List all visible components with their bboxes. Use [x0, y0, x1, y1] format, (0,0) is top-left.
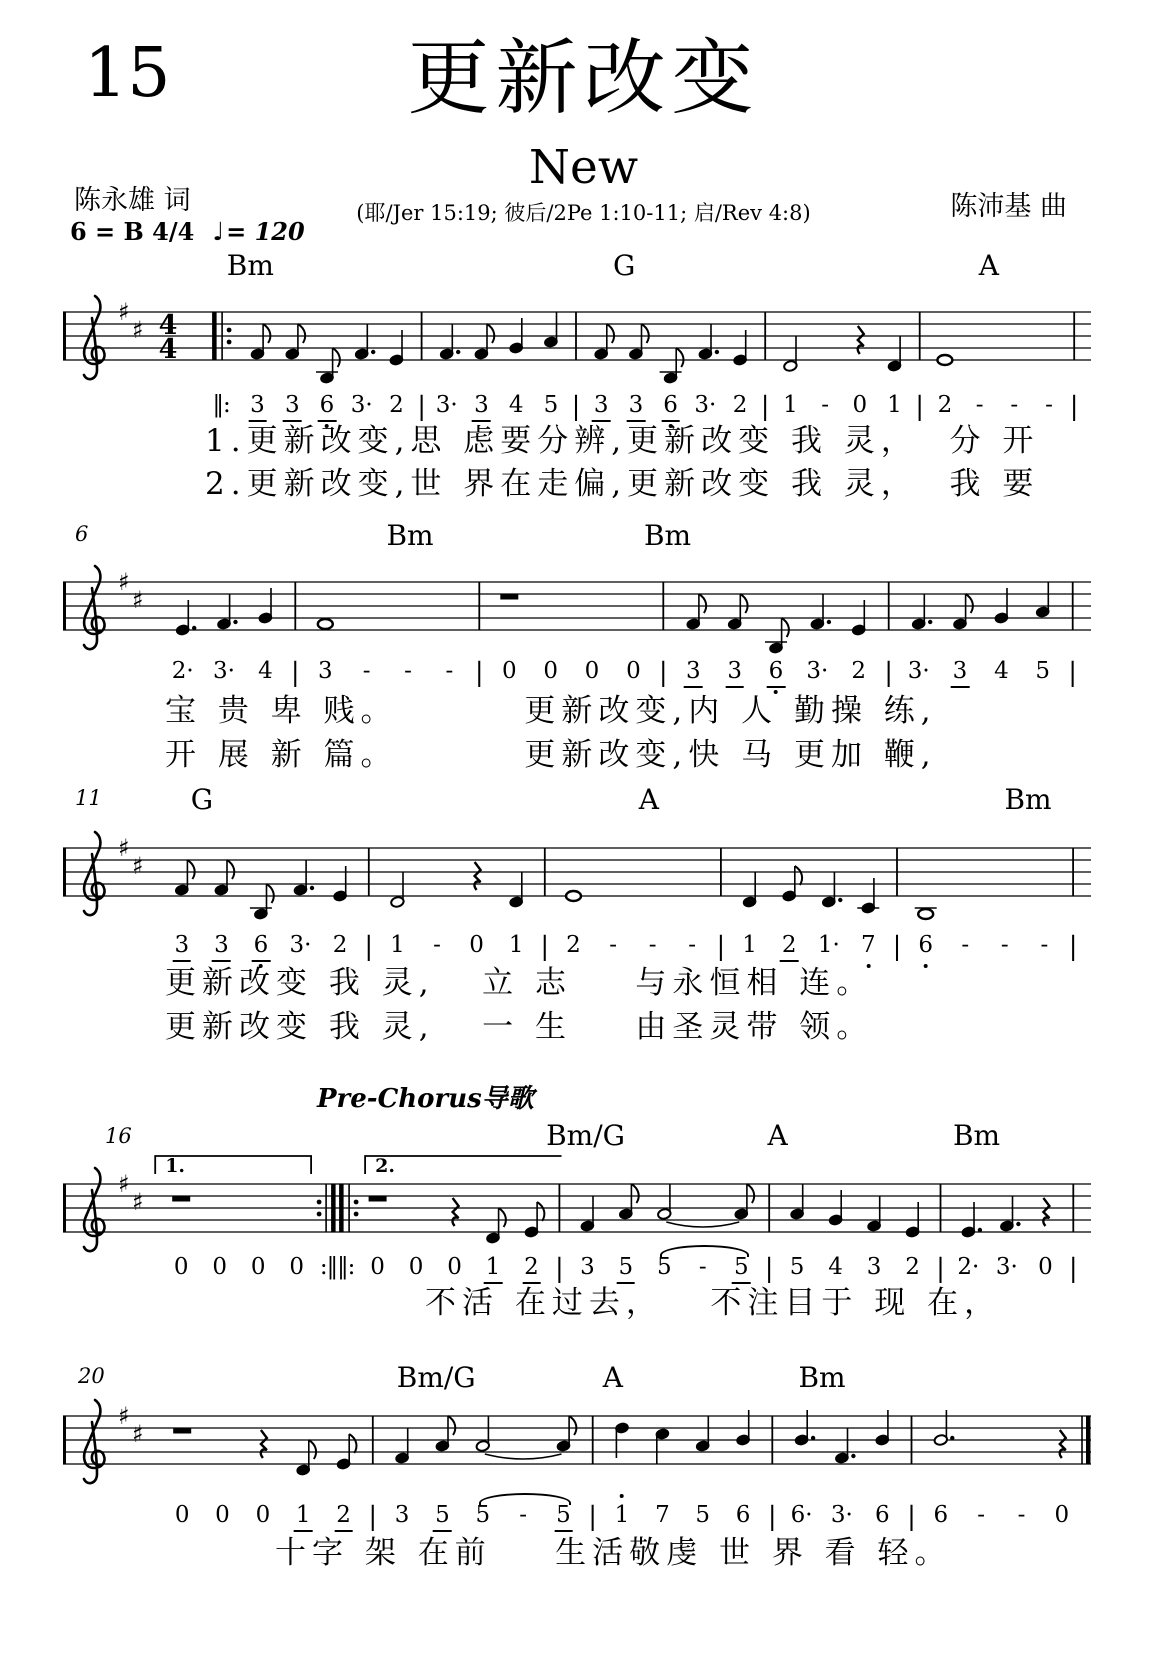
jianpu-token: 1 — [742, 932, 757, 958]
lyric-line: 十字 架 在前 生活敬虔 世 界 看 轻。 — [275, 1535, 952, 1571]
jianpu-token: 0 — [408, 1254, 424, 1280]
jianpu-barline: | — [1068, 1254, 1078, 1284]
jianpu-token: - — [404, 658, 412, 684]
jianpu-token: 3 — [684, 658, 703, 688]
jianpu-token: 0 — [250, 1254, 266, 1280]
jianpu-barline: | — [936, 1254, 945, 1284]
jianpu-barline: | — [1068, 658, 1078, 688]
measure-number: 11 — [75, 786, 102, 810]
lyric-line: 开 展 新 篇。 更新改变,快 马 更加 鞭, — [165, 737, 937, 773]
jianpu-token: 3· — [995, 1254, 1018, 1280]
jianpu-token: - — [1017, 1502, 1026, 1528]
jianpu-line — [62, 658, 1092, 694]
jianpu-token: 3 — [627, 392, 646, 422]
jianpu-token: 5 — [616, 1254, 635, 1284]
jianpu-line — [62, 1502, 1092, 1538]
lyric-line: 不活 在过去， 不注目于 现 在， — [425, 1285, 1002, 1321]
jianpu-token: 2 — [905, 1254, 920, 1280]
jianpu-token: 5 — [1035, 658, 1051, 684]
system-1 — [62, 249, 1092, 552]
svg-text:♯: ♯ — [118, 568, 130, 596]
jianpu-token: 3 — [248, 392, 267, 422]
system-4 — [62, 1086, 1092, 1386]
jianpu-token: 0 — [255, 1502, 271, 1528]
jianpu-token: - — [433, 932, 441, 958]
jianpu-token: 3· — [806, 658, 829, 684]
tempo-marking: = 120 — [226, 217, 305, 246]
svg-text:♯: ♯ — [132, 1420, 144, 1448]
svg-text:♯: ♯ — [132, 316, 144, 344]
jianpu-token: 6 — [252, 932, 271, 962]
lyricist-credit: 陈永雄 词 — [74, 185, 191, 216]
chord-label: A — [602, 1361, 623, 1394]
jianpu-token: 0 — [1054, 1502, 1070, 1528]
jianpu-token: 0 — [370, 1254, 385, 1280]
jianpu-barline: | — [368, 1502, 378, 1532]
jianpu-token: 0 — [215, 1502, 230, 1528]
jianpu-token: 1· — [817, 932, 840, 958]
jianpu-line — [62, 932, 1092, 968]
chord-label: A — [978, 249, 999, 282]
jianpu-token: 2 — [780, 932, 799, 962]
staff-notation — [62, 828, 1092, 934]
system-5 — [62, 1360, 1092, 1653]
jianpu-token: 2 — [332, 932, 348, 958]
jianpu-token: 3 — [592, 392, 611, 422]
jianpu-token: 7 — [859, 932, 878, 960]
jianpu-token: 3· — [435, 392, 458, 418]
jianpu-token: 6· — [790, 1502, 813, 1528]
jianpu-token: 3 — [394, 1502, 410, 1528]
jianpu-repeat-sign: ‖: — [212, 392, 230, 418]
jianpu-token: 5 — [789, 1254, 805, 1280]
jianpu-token: 3 — [212, 932, 231, 962]
jianpu-token: 6 — [318, 392, 337, 422]
chord-label: Bm/G — [546, 1119, 626, 1152]
jianpu-token: 3· — [213, 658, 235, 684]
svg-text:1.: 1. — [165, 1155, 186, 1177]
measure-number: 6 — [75, 522, 89, 546]
lyric-line: 更新改变 我 灵, 立 志 与永恒相 连。 — [165, 965, 874, 1001]
jianpu-token: 4 — [258, 658, 273, 684]
jianpu-token: 2 — [937, 392, 953, 418]
chord-row — [62, 783, 1092, 820]
jianpu-token: 5 — [732, 1254, 751, 1284]
jianpu-token: 0 — [1038, 1254, 1053, 1280]
jianpu-barline: | — [474, 658, 484, 688]
jianpu-token: 5 — [695, 1502, 711, 1528]
jianpu-token: - — [362, 658, 371, 684]
staff-notation — [62, 1396, 1092, 1502]
svg-text:2.: 2. — [375, 1155, 395, 1177]
jianpu-barline: | — [290, 658, 300, 688]
jianpu-token: 2· — [957, 1254, 980, 1280]
jianpu-token: - — [519, 1502, 527, 1528]
measure-number: 20 — [78, 1364, 105, 1388]
jianpu-token: 3 — [580, 1254, 595, 1280]
jianpu-token: 2 — [334, 1502, 353, 1532]
jianpu-token: - — [961, 932, 970, 958]
jianpu-token: - — [609, 932, 617, 958]
jianpu-barline: | — [588, 1502, 598, 1532]
composer-credit: 陈沛基 曲 — [950, 191, 1067, 222]
jianpu-token: 3 — [472, 392, 491, 422]
svg-text:♯: ♯ — [118, 1402, 130, 1430]
jianpu-token: 7 — [655, 1502, 670, 1528]
key-signature — [70, 217, 305, 246]
scripture-reference: (耶/Jer 15:19; 彼后/2Pe 1:10-11; 启/Rev 4:8) — [356, 201, 811, 225]
jianpu-token: 0 — [174, 1502, 190, 1528]
jianpu-token: 0 — [852, 392, 868, 418]
jianpu-token: 6 — [933, 1502, 949, 1528]
jianpu-barline: | — [884, 658, 894, 688]
jianpu-token: 2 — [566, 932, 581, 958]
jianpu-token: 0 — [626, 658, 641, 684]
jianpu-barline: | — [540, 932, 550, 962]
jianpu-token: 1 — [294, 1502, 313, 1532]
jianpu-barline: | — [760, 392, 770, 422]
staff-notation — [62, 562, 1092, 668]
jianpu-token: 0 — [289, 1254, 305, 1280]
jianpu-token: - — [1010, 392, 1019, 418]
jianpu-token: 1 — [613, 1502, 632, 1530]
jianpu-token: 3 — [283, 392, 302, 422]
page-number: 15 — [84, 34, 171, 113]
chord-label: A — [767, 1119, 788, 1152]
lyric-line: 2.更新改变,世 界在走偏,更新改变 我 灵， 我 要 — [205, 466, 1040, 502]
chord-label: G — [613, 249, 636, 282]
jianpu-barline: | — [764, 1254, 774, 1284]
chord-row — [62, 249, 1092, 286]
jianpu-barline: | — [716, 932, 726, 962]
jianpu-token: 1 — [887, 392, 902, 418]
jianpu-token: 5 — [475, 1502, 491, 1528]
jianpu-token: 4 — [994, 658, 1009, 684]
svg-text:♯: ♯ — [132, 852, 144, 880]
jianpu-token: 0 — [543, 658, 559, 684]
jianpu-token: 1 — [484, 1254, 503, 1284]
lyric-line: 1.更新改变,思 虑要分辨,更新改变 我 灵， 分 开 — [205, 423, 1040, 459]
key-time-label: 6 = B 4/4 — [70, 217, 195, 246]
jianpu-barline: | — [417, 392, 426, 422]
chord-row — [62, 519, 1092, 556]
svg-text:♯: ♯ — [118, 1170, 130, 1198]
chord-row — [62, 1361, 1092, 1398]
jianpu-barline: | — [364, 932, 374, 962]
chord-label: Bm — [226, 249, 274, 282]
jianpu-token: 0 — [501, 658, 517, 684]
jianpu-barline: | — [915, 392, 925, 422]
jianpu-token: 3 — [725, 658, 744, 688]
svg-text:4: 4 — [158, 334, 178, 365]
jianpu-token: 6 — [735, 1502, 751, 1528]
jianpu-token: - — [648, 932, 657, 958]
chord-label: Bm — [386, 519, 434, 552]
system-2 — [62, 519, 1092, 822]
chord-label: Bm/G — [396, 1361, 476, 1394]
jianpu-barline: | — [1068, 932, 1078, 962]
jianpu-token: 0 — [212, 1254, 228, 1280]
jianpu-token: 3 — [172, 932, 191, 962]
jianpu-token: - — [698, 1254, 707, 1280]
svg-text:4: 4 — [158, 310, 178, 341]
jianpu-token: - — [1040, 932, 1049, 958]
chord-label: G — [190, 783, 214, 816]
jianpu-barline: | — [571, 392, 581, 422]
lyric-line: 更新改变 我 灵, 一 生 由圣灵带 领。 — [165, 1009, 874, 1045]
jianpu-token: - — [688, 932, 697, 958]
jianpu-token: 3· — [830, 1502, 853, 1528]
system-3 — [62, 783, 1092, 1086]
jianpu-token: 5 — [433, 1502, 452, 1532]
jianpu-token: 3· — [907, 658, 930, 684]
svg-text:♯: ♯ — [132, 1188, 144, 1216]
jianpu-token: 6 — [767, 658, 786, 688]
jianpu-token: 6 — [661, 392, 680, 422]
jianpu-token: - — [1000, 932, 1009, 958]
jianpu-token: 2 — [389, 392, 404, 418]
jianpu-token: - — [1045, 392, 1053, 418]
chord-label: Bm — [798, 1361, 846, 1394]
jianpu-token: 3 — [317, 658, 333, 684]
jianpu-token: 5 — [554, 1502, 573, 1532]
chord-label: Bm — [952, 1119, 1001, 1152]
jianpu-token: 0 — [469, 932, 484, 958]
measure-number: 16 — [105, 1124, 132, 1148]
jianpu-token: 6 — [916, 932, 935, 960]
song-subtitle: New — [528, 140, 639, 195]
jianpu-repeat-sign: :‖‖: — [319, 1254, 355, 1280]
jianpu-token: 1 — [390, 932, 405, 958]
jianpu-token: - — [445, 658, 454, 684]
jianpu-token: 0 — [584, 658, 600, 684]
jianpu-barline: | — [892, 932, 902, 962]
jianpu-token: 5 — [656, 1254, 672, 1280]
lyric-line: 宝 贵 卑 贱。 更新改变,内 人 勤操 练, — [165, 693, 937, 729]
jianpu-barline: | — [767, 1502, 777, 1532]
jianpu-token: 3 — [866, 1254, 882, 1280]
jianpu-token: 4 — [508, 392, 524, 418]
jianpu-barline: | — [1069, 392, 1079, 422]
jianpu-token: 3· — [289, 932, 312, 958]
jianpu-token: 2· — [171, 658, 194, 684]
chord-label: A — [638, 783, 660, 816]
staff-notation — [62, 1150, 1092, 1270]
jianpu-token: 1 — [508, 932, 524, 958]
jianpu-barline: | — [907, 1502, 916, 1532]
jianpu-token: 3 — [951, 658, 970, 688]
staff-notation — [62, 292, 1092, 398]
svg-text:♯: ♯ — [118, 834, 130, 862]
jianpu-barline: | — [555, 1254, 564, 1284]
jianpu-token: 4 — [828, 1254, 843, 1280]
chord-label: Bm — [1004, 783, 1052, 816]
jianpu-token: 5 — [543, 392, 559, 418]
jianpu-token: 0 — [173, 1254, 189, 1280]
jianpu-token: 3· — [350, 392, 373, 418]
song-title: 更新改变 — [407, 31, 760, 126]
jianpu-token: 2 — [851, 658, 867, 684]
jianpu-token: 2 — [522, 1254, 541, 1284]
jianpu-token: 1 — [783, 392, 798, 418]
svg-text:♯: ♯ — [118, 298, 130, 326]
jianpu-token: - — [975, 392, 984, 418]
svg-text:♯: ♯ — [132, 586, 144, 614]
jianpu-token: - — [821, 392, 829, 418]
jianpu-token: 3· — [694, 392, 717, 418]
jianpu-barline: | — [658, 658, 668, 688]
jianpu-token: 0 — [447, 1254, 462, 1280]
jianpu-token: 6 — [874, 1502, 890, 1528]
jianpu-token: 2 — [732, 392, 748, 418]
section-label: Pre-Chorus导歌 — [317, 1084, 534, 1114]
jianpu-token: - — [977, 1502, 985, 1528]
chord-label: Bm — [643, 519, 692, 552]
quarter-note-icon: ♩ — [212, 217, 225, 246]
